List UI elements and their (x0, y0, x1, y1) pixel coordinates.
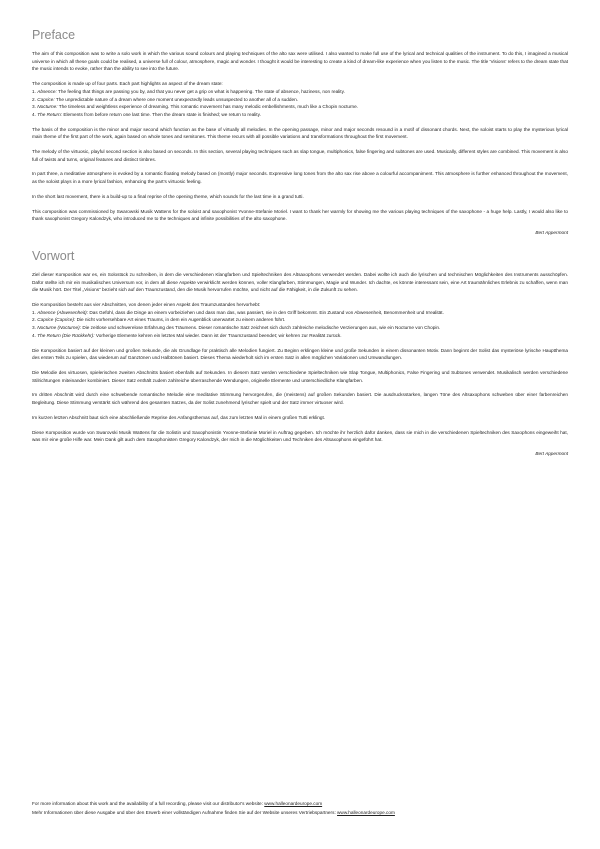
vorwort-signature: Bert Appermont (535, 450, 568, 456)
vorwort-paragraph: Ziel dieser Komposition war es, ein Solostück zu schreiben, in dem die verschiedenen Klangfarben und Spieltechniken des Altsaxophons verwendet werden. Dabei wollte ich auch die lyrischen und technischen Möglichkeiten des Instruments ausschöpfen. Dafür stellte ich mir ein musikalisches Universum vor, in dem all diese Aspekte verwirklicht werden können, voller Klangfarben, Stimmungen, Magie und Wunder. Ich dachte, es könnte interessant sein, eine Art traumähnliches Erlebnis zu schaffen, wenn man die Musik hört. Der Titel „Visions“ bezieht sich auf den Traumzustand, den die Musik hervorrufen möchte, und nicht auf die Fähigkeit, in die Zukunft zu sehen. (32, 271, 568, 293)
preface-paragraph: In the short last movement, there is a build-up to a final reprise of the opening theme, which sounds for the last time in a grand tutti. (32, 193, 304, 199)
vorwort-paragraph: Die Komposition basiert auf der kleinen und großen Sekunde, die als Grundlage für praktisch alle Melodien fungiert. Zu Beginn erklingen kleine und große Sekunden in einem dissonanten Motiv. Dann beginnt der Solist das mysteriöse lyrische Hauptthema des ersten Teils zu spielen, das wiederum auf Ganztönen und Halbtönen basiert. Dieses Thema wiederholt sich im ersten Satz in allen möglichen Variationen und Umwandlungen. (32, 347, 568, 361)
preface-title: Preface (32, 28, 76, 42)
vorwort-title: Vorwort (32, 248, 75, 263)
list-item: 3. Nocturne (Nocturne): Die zeitlose und schwerelose Erfahrung des Träumens. Dieser romantische Satz zeichnet sich durch zahlreiche melodische Verzierungen aus, wie ein Nocturne von Chopin. (32, 325, 441, 331)
preface-paragraph: The melody of the virtuosic, playful second section is also based on seconds. In this section, several playing techniques such as slap tongue, multiphonics, false fingering and subtones are used. Musically, different styles are combined. This movement is also full of twists and turns, original features and distinct timbres. (32, 149, 568, 162)
list-item: 4. The Return: Elements from before return one last time. Then the dream state is finished; we return to reality. (32, 111, 261, 117)
list-intro: Die Komposition besteht aus vier Abschnitten, von denen jeder einen Aspekt des Traumzustandes hervorhebt: (32, 302, 261, 308)
preface-section (32, 28, 568, 235)
list-item: 2. Caprice (Caprice): Die nicht vorhersehbare Art eines Traums, in dem ein Augenblick unerwartet zu einem anderen führt. (32, 317, 286, 323)
vorwort-paragraph: Diese Komposition wurde von Swarovski Musik Wattens für die Solistin und Saxophonistin Yvonne-Stefanie Moriel in Auftrag gegeben. Ich möchte ihr herzlich dafür danken, dass sie mich in die verschiedenen Spieltechniken des Saxophons eingeweiht hat, was mir eine große Hilfe war. Mein Dank gilt auch dem Saxophonisten Gregory Kalondzyk, der mich in die Möglichkeiten und Techniken des Altsaxophons eingeführt hat. (32, 429, 568, 443)
preface-paragraph: The aim of this composition was to write a solo work in which the various sound colours and playing techniques of the alto sax were utilised. I also wanted to make full use of the lyrical and technical qualities of the instrument. To do this, I imagined a musical universe in which all these goals could be realised, a universe full of colour, atmosphere, magic and wonder. I thought it would be interesting to create a kind of dream-like experience when you listen to the music. The title 'Visions' refers to the dream state that the music intends to evoke, rather than the ability to see into the future. (32, 51, 568, 72)
footer-line-en: For more information about this work and the availability of a full recording, please visit our distributor's website: www.halleonardeurope.com (32, 801, 323, 806)
preface-paragraph: The basis of the composition is the minor and major second which function as the base of virtually all melodies. In the opening passage, minor and major seconds resound in a motif of dissonant chords. Next, the soloist starts to play the mysterious lyrical main theme of the first part of the work, again based on whole tones and semitones. This theme recurs with all possible variations and transformations throughout the first movement. (32, 126, 568, 140)
preface-signature: Bert Appermont (535, 229, 568, 235)
vorwort-section (32, 249, 568, 456)
footer (32, 799, 568, 817)
list-intro: The composition is made up of four parts. Each part highlights an aspect of the dream state: (32, 81, 223, 87)
vorwort-paragraph: Im dritten Abschnitt wird durch eine schwebende romantische Melodie eine meditative Stimmung hervorgerufen, die (meistens) auf großen Sekunden basiert. Die ausdrucksstarken, langen Töne des Altsaxophons schweben über einer farbenreichen Begleitung. Diese Stimmung verstärkt sich während des gesamten Satzes, da der Solist zunehmend lyrischer spielt und der Satz immer virtuoser wird. (32, 392, 568, 406)
list-item: 3. Nocturne: The timeless and weightless experience of dreaming. This romantic movement has many melodic embellishments, much like a Chopin nocturne. (32, 104, 359, 110)
list-item: 1. Absence (Abwesenheit): Das Gefühl, dass die Dinge an einem vorbeiziehen und dass man das, was passiert, nie in den Griff bekommt. Ein Zustand von Abwesenheit, Benommenheit und Irrealität. (32, 309, 444, 315)
page-content (32, 28, 568, 456)
preface-paragraph: In part three, a meditative atmosphere is evoked by a romantic floating melody based on (mostly) major seconds. Expressive long tones from the alto sax rise above a colourful accompaniment. This atmosphere is further enhanced throughout the movement, as the soloist plays in a more lyrical fashion, enhancing the part's virtuosic feeling. (32, 171, 568, 185)
preface-movement-list (32, 80, 568, 119)
distributor-link[interactable]: www.halleonardeurope.com (337, 810, 395, 815)
list-item: 2. Caprice: The unpredictable nature of a dream where one moment unexpectedly leads unsuspected to another all of a sudden. (32, 96, 299, 102)
distributor-link[interactable]: www.halleonardeurope.com (264, 801, 323, 806)
vorwort-paragraph: Die Melodie des virtuosen, spielerischen zweiten Abschnitts basiert ebenfalls auf Sekunden. In diesem Satz werden verschiedene Spieltechniken wie Slap Tongue, Multiphonics, False Fingering und Subtones verwendet. Musikalisch werden verschiedene Stilrichtungen miteinander kombiniert. Dieser Satz enthält zudem zahlreiche überraschende Wendungen, originelle Elemente und unterschiedliche Klangfarben. (32, 369, 568, 383)
list-item: 4. The Return (Die Rückkehr): Vorherige Elemente kehren ein letztes Mal wieder. Dann ist der Traumzustand beendet; wir kehren zur Realität zurück. (32, 332, 342, 338)
vorwort-paragraph: Im kurzen letzten Abschnitt baut sich eine abschließende Reprise des Anfangsthemas auf, das zum letzten Mal in einem großen Tutti erklingt. (32, 414, 326, 420)
footer-line-de: Mehr Informationen über diese Ausgabe und über den Erwerb einer vollständigen Aufnahme finden Sie auf der Website unseres Vertriebspartners: www.halleonardeurope.com (32, 810, 395, 815)
vorwort-movement-list (32, 301, 568, 340)
preface-paragraph: This composition was commissioned by Swarowski Musik Wattens for the soloist and saxophonist Yvonne-Stefanie Moriel. I want to thank her warmly for showing me the various playing techniques of the saxophone - a huge help. Lastly, I would also like to thank saxophonist Gregory Kalondzyk, who introduced me to the techniques and infinite possibilities of the alto saxophone. (32, 208, 568, 222)
list-item: 1. Absence: The feeling that things are passing you by, and that you never get a grip on what is happening. The state of absence, haziness, non reality. (32, 88, 345, 94)
